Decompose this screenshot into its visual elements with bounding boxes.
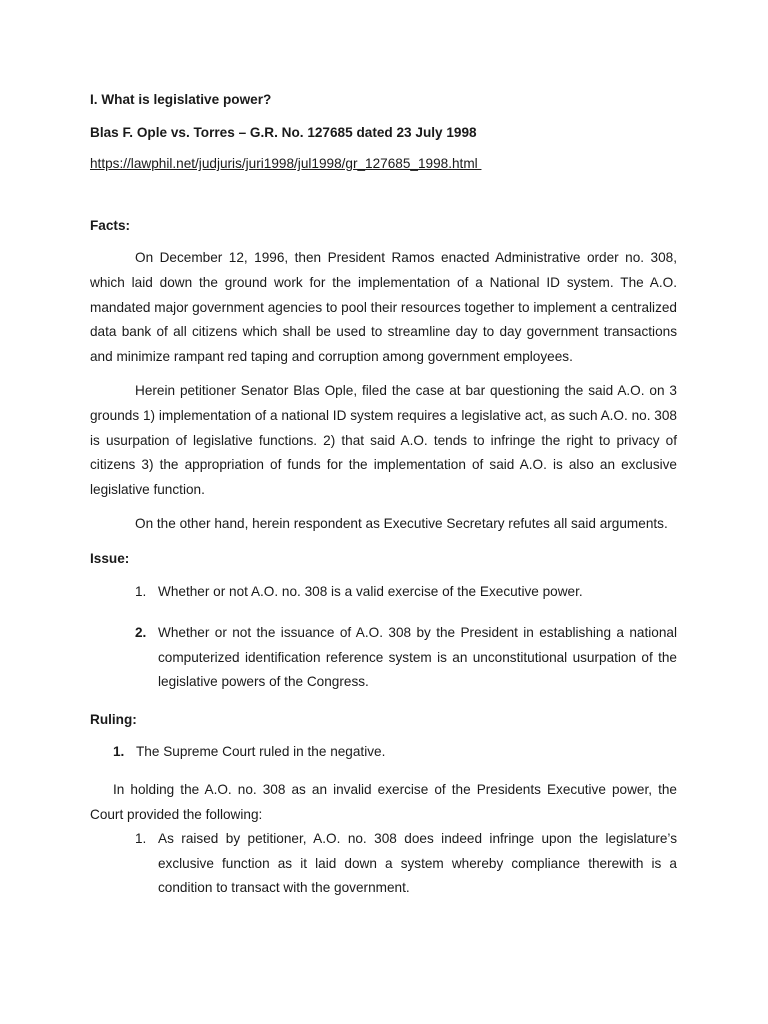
ruling-label: Ruling: [90,711,137,727]
case-link[interactable]: https://lawphil.net/judjuris/juri1998/jul1998/gr_127685_1998.html [90,156,482,172]
issue-item-number: 2. [135,625,147,641]
ruling-item-text: The Supreme Court ruled in the negative. [136,744,386,760]
issue-item-text: Whether or not the issuance of A.O. 308 by the President in establishing a national computerized identification reference system is an unconstitutional usurpation of the legislative powers of the Congress. [158,625,677,690]
issue-item-number: 1. [135,583,147,599]
issue-item [90,580,677,605]
issue-item-text: Whether or not A.O. no. 308 is a valid exercise of the Executive power. [158,583,583,599]
facts-paragraph-2: Herein petitioner Senator Blas Ople, filed the case at bar questioning the said A.O. on 3 grounds 1) implementation of a national ID system requires a legislative act, as such A.O. no. 308 is usurpation of legislative functions. 2) that said A.O. tends to infringe the right to privacy of citizens 3) the appropriation of funds for the implementation of said A.O. is also an exclusive legislative function. [90,383,677,497]
document-page [90,88,677,901]
case-title: Blas F. Ople vs. Torres – G.R. No. 127685 dated 23 July 1998 [90,124,477,140]
ruling-item-number: 1. [113,744,125,760]
facts-label: Facts: [90,217,131,233]
case-link-line [90,152,677,177]
issue-item [90,621,677,695]
facts-paragraph-3: On the other hand, herein respondent as Executive Secretary refutes all said arguments. [135,516,668,532]
ruling-item [90,740,677,765]
section-heading: I. What is legislative power? [90,92,272,107]
ruling-sub-item [90,827,677,901]
issue-list [90,580,677,695]
ruling-list [90,740,677,765]
ruling-paragraph: In holding the A.O. no. 308 as an invalid exercise of the Presidents Executive power, the Court provided the following: [90,782,677,822]
issue-label: Issue: [90,550,130,566]
ruling-sub-item-number: 1. [135,831,147,847]
ruling-sub-list [90,827,677,901]
facts-paragraph-1: On December 12, 1996, then President Ramos enacted Administrative order no. 308, which laid down the ground work for the implementation of a National ID system. The A.O. mandated major government agencies to pool their resources together to implement a centralized data bank of all citizens which shall be used to streamline day to day government transactions and minimize rampant red taping and corruption among government employees. [90,250,677,364]
ruling-sub-item-text: As raised by petitioner, A.O. no. 308 does indeed infringe upon the legislature’s exclusive function as it laid down a system whereby compliance therewith is a condition to transact with the government. [158,831,677,896]
